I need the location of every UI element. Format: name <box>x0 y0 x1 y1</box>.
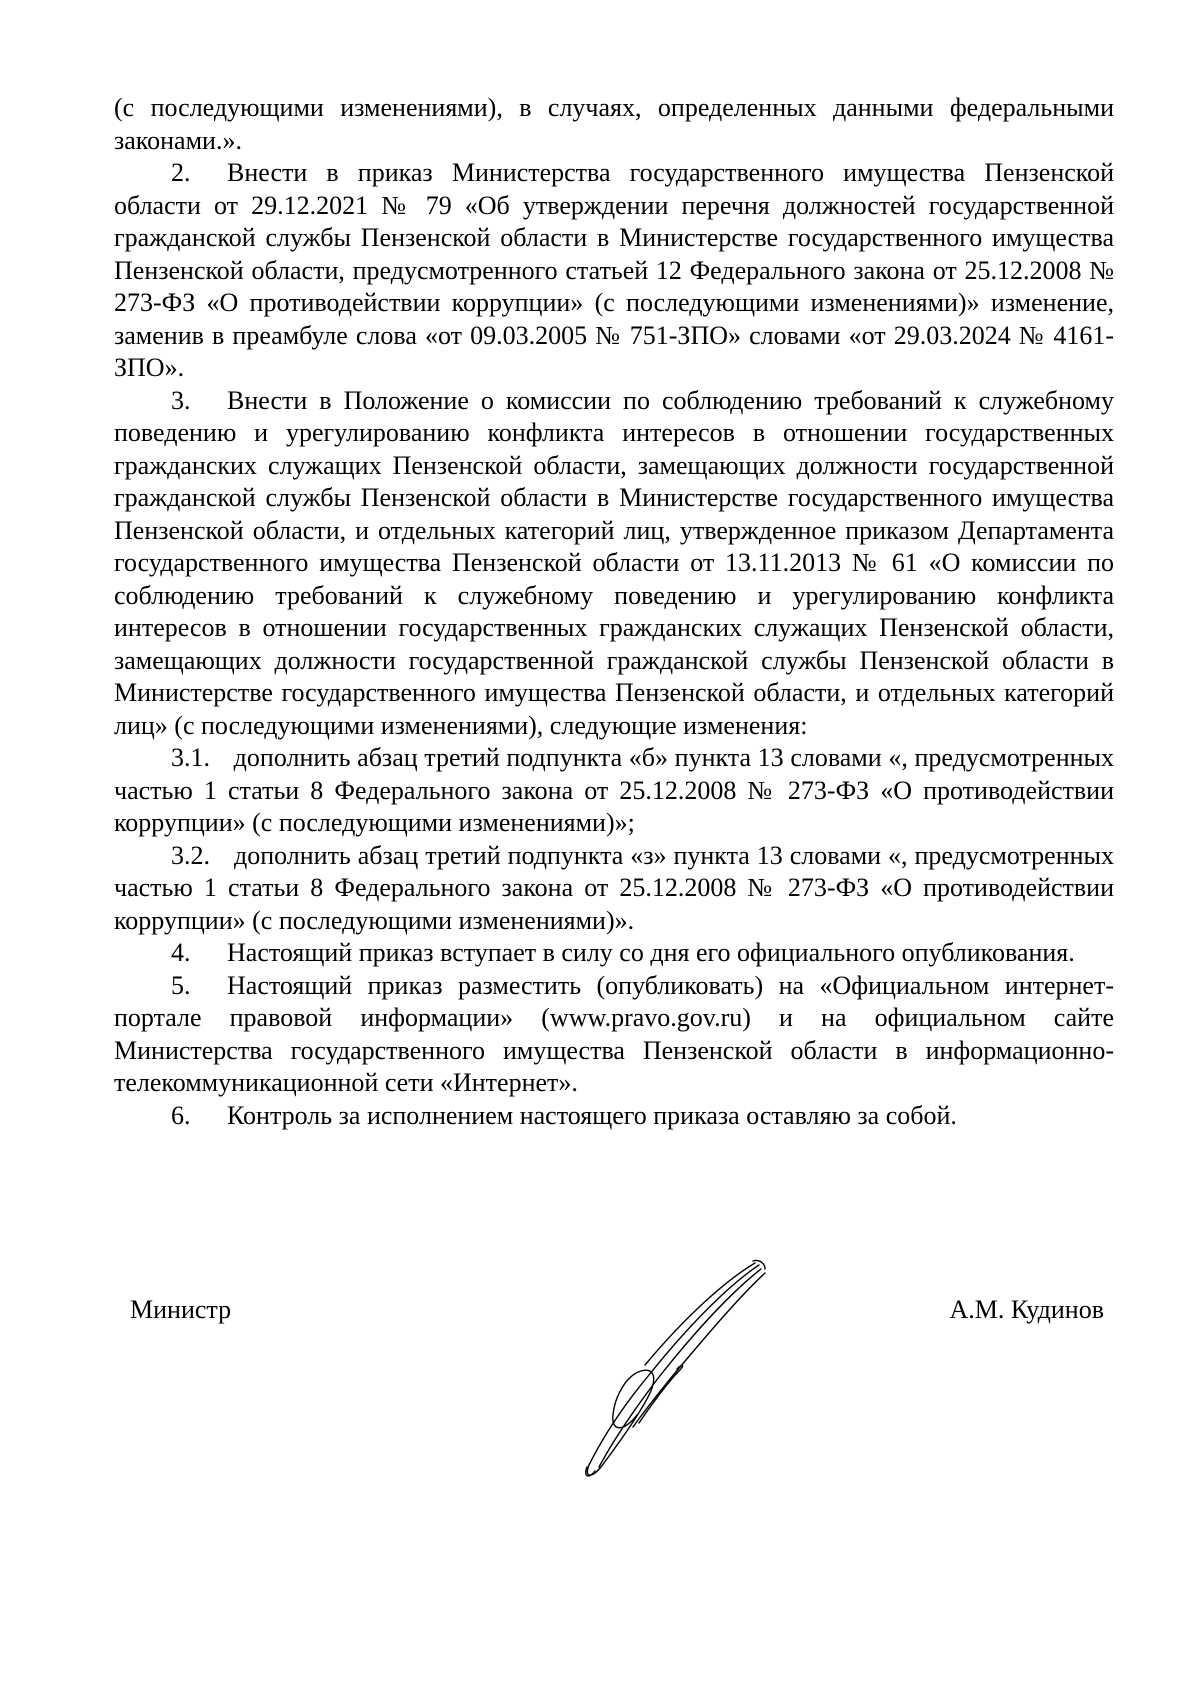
paragraph-number: 3.2. <box>171 840 210 870</box>
paragraph-text: Настоящий приказ разместить (опубликовать) на «Официальном интернет-портале правовой информации» (www.pravo.gov.ru) и на официальном сайте Министерства государственного имущества Пензенской области в информационно-телекоммуникационной сети «Интернет». <box>114 970 1114 1097</box>
paragraph-1 <box>114 92 1114 157</box>
paragraph-number: 3. <box>171 385 191 415</box>
handwritten-signature <box>529 1255 789 1495</box>
paragraph-3-2 <box>114 840 1114 938</box>
paragraph-number: 2. <box>171 158 191 187</box>
paragraph-text: (с последующими изменениями), в случаях, определенных данными федеральными законами.». <box>114 93 1114 155</box>
paragraph-number: 4. <box>171 938 191 967</box>
document-body <box>114 92 1114 1132</box>
signer-position: Министр <box>130 1295 232 1324</box>
paragraph-3 <box>114 385 1114 743</box>
paragraph-2 <box>114 157 1114 385</box>
paragraph-text: Внести в приказ Министерства государственного имущества Пензенской области от 29.12.2021 № 79 «Об утверждении перечня должностей государственной гражданской службы Пензенской области в Министерстве государственного имущества Пензенской области, предусмотренного статьей 12 Федерального закона от 25.12.2008 № 273-ФЗ «О противодействии коррупции» (с последующими изменениями)» изменение, заменив в преамбуле слова «от 09.03.2005 № 751-ЗПО» словами «от 29.03.2024 № 4161-ЗПО». <box>114 158 1114 382</box>
paragraph-text: дополнить абзац третий подпункта «б» пункта 13 словами «, предусмотренных частью 1 статьи 8 Федерального закона от 25.12.2008 № 273-ФЗ «О противодействии коррупции» (с последующими изменениями)»; <box>114 743 1115 837</box>
paragraph-5 <box>114 970 1114 1100</box>
paragraph-number: 3.1. <box>171 743 210 772</box>
signer-name: А.М. Кудинов <box>949 1295 1104 1324</box>
paragraph-text: Внести в Положение о комиссии по соблюдению требований к служебному поведению и урегулированию конфликта интересов в отношении государственных гражданских служащих Пензенской области, замещающих должности государственной гражданской службы Пензенской области в Министерстве государственного имущества Пензенской области, и отдельных категорий лиц, утвержденное приказом Департамента государственного имущества Пензенской области от 13.11.2013 № 61 «О комиссии по соблюдению требований к служебному поведению и урегулированию конфликта интересов в отношении государственных гражданских служащих Пензенской области, замещающих должности государственной гражданской службы Пензенской области в Министерстве государственного имущества Пензенской области, и отдельных категорий лиц» (с последующими изменениями), следующие изменения: <box>114 385 1114 740</box>
paragraph-3-1 <box>114 742 1114 840</box>
paragraph-4 <box>114 937 1114 970</box>
paragraph-text: дополнить абзац третий подпункта «з» пункта 13 словами «, предусмотренных частью 1 статьи 8 Федерального закона от 25.12.2008 № 273-ФЗ «О противодействии коррупции» (с последующими изменениями)». <box>114 840 1115 935</box>
paragraph-text: Контроль за исполнением настоящего приказа оставляю за собой. <box>227 1100 957 1130</box>
paragraph-number: 6. <box>171 1100 191 1130</box>
paragraph-number: 5. <box>171 970 191 1000</box>
paragraph-text: Настоящий приказ вступает в силу со дня его официального опубликования. <box>227 938 1075 967</box>
signature-block <box>114 1295 1114 1525</box>
paragraph-6 <box>114 1100 1114 1133</box>
